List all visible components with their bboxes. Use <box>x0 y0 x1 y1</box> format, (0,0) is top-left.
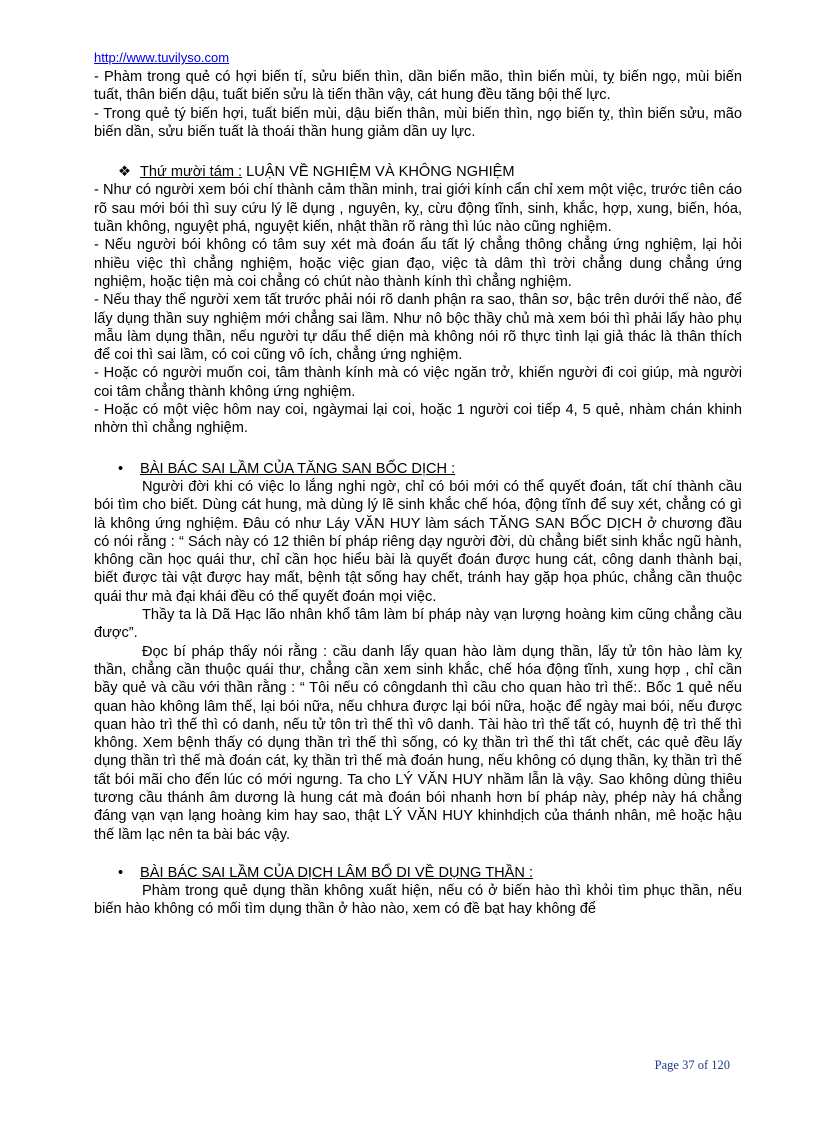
header-url-link[interactable]: http://www.tuvilyso.com <box>94 50 230 65</box>
page-number: Page 37 of 120 <box>654 1058 730 1072</box>
section1-paragraph: - Nếu người bói không có tâm suy xét mà đoán ẩu tất lý chẳng thông chẳng ứng nghiệm, lại hỏi nhiều việc thì chẳng nghiệm, hoặc việc gian đạo, việc tà dâm thì trời chẳng dung chẳng ứng nghiệm, hoặc tiện mà coi chẳng có chút nào thành kính thì chẳng nghiệm. <box>94 237 742 290</box>
dot-bullet-icon: • <box>118 864 124 881</box>
dot-bullet-icon: • <box>118 460 124 477</box>
section-heading-text: BÀI BÁC SAI LẦM CỦA TĂNG SAN BỐC DỊCH : <box>140 460 456 477</box>
section2-paragraph: Người đời khi có việc lo lắng nghi ngờ, chỉ có bói mới có thể quyết đoán, tất chí thành cầu bói tìm cho biết. Dùng cát hung, mà dùng lý lẽ sinh khắc chế hóa, động tĩnh để suy xét, chẳng có gì là không ứng nghiệm. Đâu có như Láy VĂN HUY làm sách TĂNG SAN BỐC DỊCH ở chương đầu có nói rằng : “ Sách này có 12 thiên bí pháp riêng dạy người đời, dù chẳng biết sinh khắc ngũ hành, không cần học quái thư, chỉ cần học hiểu bài là quyết đoán được hung cát, công danh thành bại, biết được tài vật được hay mất, bệnh tật sống hay chết, tránh hay gặp họa phúc, chẳng cần thuộc quái thư mà đại khái đều có thể quyết đoán mọi việc. <box>94 478 742 605</box>
document-page <box>94 50 742 919</box>
section-heading-18 <box>94 163 742 181</box>
section-heading-text: LUẬN VỀ NGHIỆM VÀ KHÔNG NGHIỆM <box>242 164 515 181</box>
intro-paragraph-2: - Trong quẻ tý biến hợi, tuất biến mùi, dậu biến thân, mùi biến thìn, ngọ biến tỵ, thìn biến sửu, mão biến dần, sửu biến tuất là thoái thần hung giảm dần uy lực. <box>94 105 742 140</box>
section2-paragraph: Thầy ta là Dã Hạc lão nhân khổ tâm làm bí pháp này vạn lượng hoàng kim cũng chẳng cầu được”. <box>94 607 742 642</box>
section3-paragraph: Phàm trong quẻ dụng thần không xuất hiện, nếu có ở biến hào thì khỏi tìm phục thần, nếu biến hào không có mối tìm dụng thần ở hào nào, xem có đề bạt hay không để <box>94 883 742 918</box>
section2-paragraph: Đọc bí pháp thấy nói rằng : cầu danh lấy quan hào làm dụng thần, lấy tử tôn hào làm kỵ thần, chẳng cần thuộc quái thư, chẳng cần xem sinh khắc, chế hóa động tĩnh, xung hợp , chỉ cần bầy quẻ và cầu với thần rằng : “ Tôi nếu có côngdanh thì cầu cho quan hào trì thế:. Bốc 1 quẻ nếu quan hào không lâm thế, lại bói nữa, nếu chhưa được lại bói nữa, hoặc để ngày mai bói, nếu được quan hào trì thế thì có danh, nếu tử tôn trì thế thì vô danh. Tài hào trì thế tất có, huynh đệ trì thế thì không. Xem bệnh thấy có dụng thần trì thế thì sống, có kỵ thần trì thế thì tất chết, các quẻ đều lấy dụng thần trì thế mà đoán cát, kỵ thần trì thế mà đoán hung, nếu không có dụng thần, kỵ thần trì thế tất bói mãi cho đến lúc có mới ngưng. Ta cho LÝ VĂN HUY nhầm lẫn là vậy. Sao không dùng thiêu tương cầu thánh âm dương là hung cát mà đoán bói nhanh hơn bí pháp này, phép này há chẳng đáng vạn vạn lạng hoàng kim hay sao, thật LÝ VĂN HUY khinhdịch của thánh nhân, mê hoặc hậu thế lầm lạc nên ta bài bác vậy. <box>94 643 742 843</box>
section-heading-text: BÀI BÁC SAI LẦM CỦA DỊCH LÂM BỔ DI VỀ DỤNG THẦN : <box>140 864 534 881</box>
section1-paragraph: - Hoặc có một việc hôm nay coi, ngàymai lại coi, hoặc 1 người coi tiếp 4, 5 quẻ, nhàm chán khinh nhờn thì chẳng nghiệm. <box>94 402 742 437</box>
section-heading-tang-san <box>94 460 742 478</box>
intro-paragraph-1: - Phàm trong quẻ có hợi biến tí, sửu biến thìn, dần biến mão, thìn biến mùi, tỵ biến ngọ, mùi biến tuất, thân biến dậu, tuất biến sửu là tiến thần vậy, cát hung đều tăng bội thế lực. <box>94 69 742 104</box>
section1-paragraph: - Hoặc có người muốn coi, tâm thành kính mà có việc ngăn trở, khiến người đi coi giúp, mà người coi tâm chẳng thành không ứng nghiệm. <box>94 365 742 400</box>
section-heading-dich-lam <box>94 864 742 882</box>
section1-paragraph: - Như có người xem bói chí thành cảm thần minh, trai giới kính cẩn chỉ xem một việc, trước tiên cáo rõ sau mới bói thì suy cứu lý lẽ dụng , nguyên, kỵ, cừu động tĩnh, sinh, khắc, hợp, xung, biến, hóa, tuần không, nguyệt phá, nguyệt kiến, nhật thần rõ ràng thì lúc nào cũng nghiệm. <box>94 182 742 236</box>
section1-paragraph: - Nếu thay thế người xem tất trước phải nói rõ danh phận ra sao, thân sơ, bậc trên dưới thế nào, để lấy dụng thần suy nghiệm mới chẳng sai lầm. Như nô bộc thầy chủ mà xem bói thì phải lấy hào phụ mẫu làm dụng thần, nếu người tự dấu thể diện mà không nói rõ thực tình lại giả thác là thân thích để coi thì sai lầm, có coi cũng vô ích, chẳng ứng nghiệm. <box>94 292 742 364</box>
diamond-bullet-icon: ❖ <box>118 164 132 181</box>
section-heading-prefix: Thứ mười tám : <box>140 164 243 181</box>
